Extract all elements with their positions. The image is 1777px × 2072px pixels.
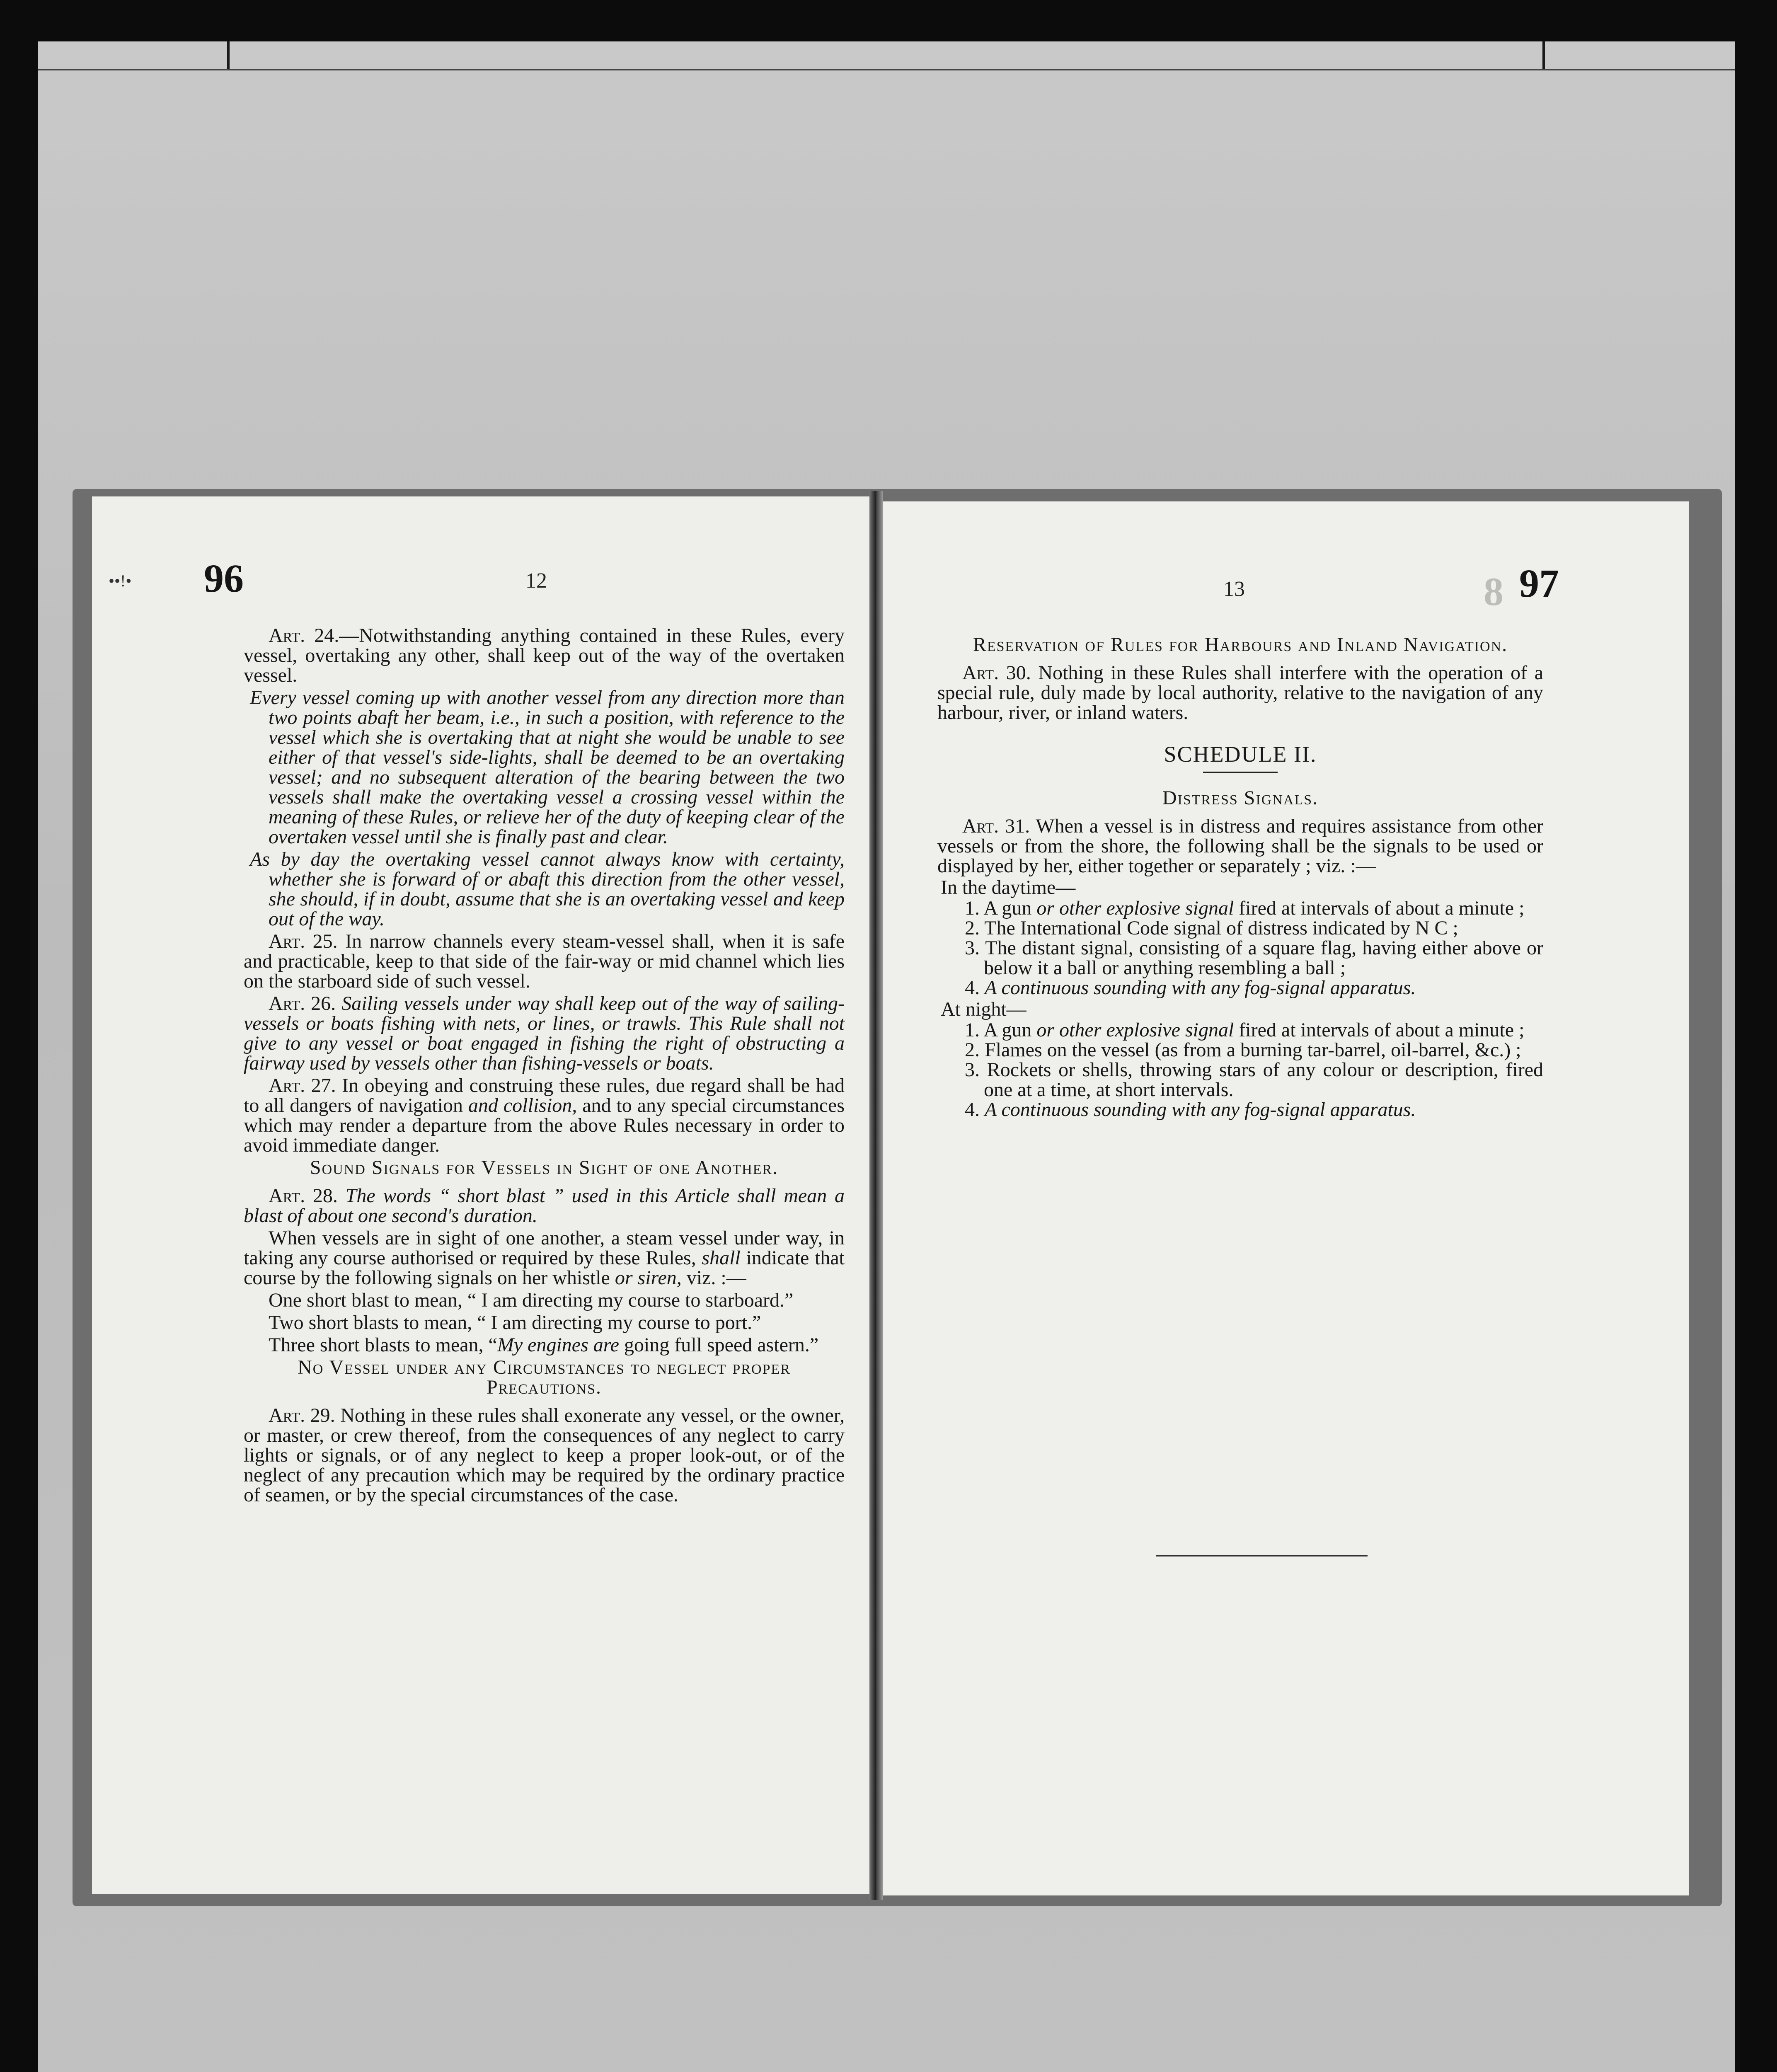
registration-line [38, 69, 1735, 70]
article-lead: Art. 30. [962, 662, 1031, 684]
item-text: The International Code signal of distress indicated by N C ; [984, 917, 1458, 939]
item-number: 3. [965, 1059, 980, 1081]
art-31 [937, 816, 1543, 876]
art-28-one-blast: One short blast to mean, “ I am directing my course to starboard.” [269, 1289, 794, 1311]
night-item [937, 1100, 1543, 1120]
article-text: When a vessel is in distress and requires assistance from other vessels or from the shore, the following shall be the signals to be used or displayed by her, either together or separately ; viz. :— [937, 815, 1543, 877]
art-28-signals [244, 1228, 845, 1288]
archive-page-number-right: 97 [1519, 561, 1559, 605]
art-28-three-blasts [244, 1335, 845, 1355]
right-page-text [937, 635, 1543, 1120]
archive-page-number-left: 96 [204, 556, 244, 600]
heading-no-vessel: No Vessel under any Circumstances to neglect proper Precautions. [298, 1356, 791, 1398]
printed-page-number-left: 12 [525, 569, 547, 593]
item-text-italic: A continuous sounding with any fog-signal apparatus. [985, 1099, 1416, 1121]
item-text: The distant signal, consisting of a square flag, having either above or below it a ball or anything resembling a ball ; [984, 937, 1543, 979]
item-number: 4. [965, 1099, 980, 1121]
daytime-item [937, 978, 1543, 998]
schedule-title: SCHEDULE II. [1164, 742, 1317, 767]
item-number: 2. [965, 917, 980, 939]
daytime-item [937, 938, 1543, 978]
article-text: When vessels are in sight of one another, a steam vessel under way, in taking any course authorised or required by these Rules, [244, 1227, 845, 1269]
registration-tick [1542, 41, 1545, 70]
art-27 [244, 1076, 845, 1155]
article-text: In narrow channels every steam-vessel shall, when it is safe and practicable, keep to that side of the fair-way or mid channel which lies on the starboard side of such vessel. [244, 930, 845, 992]
article-text-italic: shall [702, 1247, 741, 1269]
article-lead: Art. 29. [269, 1404, 335, 1426]
article-text: Sailing vessels under way shall keep out of the way of sailing-vessels or boats fishing with nets, or lines, or trawls. This Rule shall not give to any vessel or boat engaged in fishing the right of obstructing a fairway used by vessels other than fishing-vessels or boats. [244, 992, 845, 1074]
article-lead: Art. 25. [269, 930, 338, 952]
article-text: —Notwithstanding anything contained in these Rules, every vessel, overtaking any other, shall keep out of the way of the overtaken vessel. [244, 625, 845, 686]
schedule-rule [1203, 772, 1278, 773]
heading-sound-signals: Sound Signals for Vessels in Sight of one Another. [310, 1157, 779, 1179]
article-text-italic: and collision, [468, 1094, 577, 1116]
article-lead: Art. 31. [962, 815, 1030, 837]
article-text: Nothing in these Rules shall interfere with the operation of a special rule, duly made by local authority, relative to the navigation of any harbour, river, or inland waters. [937, 662, 1544, 724]
night-item [937, 1020, 1543, 1040]
article-text: and to any special circumstances which may render a departure from the above Rules necessary in order to avoid immediate danger. [244, 1094, 845, 1156]
article-text: indicate that course by the following signals on her whistle [244, 1247, 845, 1289]
item-text-italic: or other explosive signal [1036, 897, 1234, 919]
art-28 [244, 1186, 845, 1226]
article-text-italic: The words “ short blast ” used in this Article shall mean a blast of about one second's duration. [244, 1185, 845, 1227]
daytime-item [937, 918, 1543, 938]
art-25 [244, 932, 845, 991]
left-page-text [244, 626, 845, 1505]
registration-tick [227, 41, 230, 70]
end-rule [1156, 1555, 1368, 1556]
art-24-by-day: As by day the overtaking vessel cannot always know with certainty, whether she is forward of or abaft this direction from the other vessel, she should, if in doubt, assume that she is an overtaking vessel and keep out of the way. [250, 848, 845, 930]
daytime-item [937, 898, 1543, 918]
article-text: Three short blasts to mean, “ [269, 1334, 497, 1356]
night-label: At night— [941, 998, 1026, 1020]
item-text: Flames on the vessel (as from a burning tar-barrel, oil-barrel, &c.) ; [985, 1039, 1521, 1061]
night-item [937, 1040, 1543, 1060]
item-text-italic: A continuous sounding with any fog-signal apparatus. [985, 977, 1416, 999]
article-lead: Art. 24. [269, 625, 339, 646]
art-24-overtaking: Every vessel coming up with another vessel from any direction more than two points abaft her beam, i.e., in such a position, with reference to the vessel which she is overtaking that at night she would be unable to see either of that vessel's side-lights, shall be deemed to be an overtaking vessel; and no subsequent alteration of the bearing between the two vessels shall make the overtaking vessel a crossing vessel within the meaning of these Rules, or relieve her of the duty of keeping clear of the overtaken vessel until she is finally past and clear. [250, 687, 845, 848]
item-number: 2. [965, 1039, 980, 1061]
item-text: fired at intervals of about a minute ; [1239, 897, 1525, 919]
item-number: 1. [965, 897, 980, 919]
art-26 [244, 994, 845, 1073]
item-text: Rockets or shells, throwing stars of any colour or description, fired one at a time, at short intervals. [984, 1059, 1544, 1101]
margin-mark: ••!• [109, 571, 132, 590]
art-29 [244, 1406, 845, 1505]
art-30 [937, 663, 1543, 723]
daytime-label: In the daytime— [941, 876, 1076, 898]
article-text: viz. :— [686, 1267, 746, 1289]
show-through-digit: 8 [1484, 569, 1503, 614]
item-number: 4. [965, 977, 980, 999]
night-item [937, 1060, 1543, 1100]
article-text: Nothing in these rules shall exonerate any vessel, or the owner, or master, or crew thereof, from the consequences of any neglect to carry lights or signals, or of any neglect to keep a proper look-out, or of the neglect of any precaution which may be required by the ordinary practice of seamen, or by the special circumstances of the case. [244, 1404, 845, 1506]
article-text-italic: or siren, [615, 1267, 682, 1289]
book-gutter [869, 491, 883, 1900]
article-text: going full speed astern.” [624, 1334, 819, 1356]
article-lead: Art. 28. [269, 1185, 338, 1207]
art-28-two-blasts: Two short blasts to mean, “ I am directing my course to port.” [269, 1312, 761, 1334]
art-24 [244, 626, 845, 685]
item-text: fired at intervals of about a minute ; [1239, 1019, 1525, 1041]
article-text-italic: My engines are [497, 1334, 619, 1356]
article-lead: Art. 27. [269, 1075, 336, 1097]
heading-reservation: Reservation of Rules for Harbours and Inland Navigation. [973, 634, 1508, 656]
item-number: 3. [965, 937, 980, 959]
article-lead: Art. 26. [269, 992, 336, 1014]
item-text: A gun [983, 897, 1032, 919]
printed-page-number-right: 13 [1223, 577, 1245, 601]
article-text: In obeying and construing these rules, due regard shall be had to all dangers of navigation [244, 1075, 845, 1116]
heading-distress: Distress Signals. [1162, 787, 1319, 809]
item-text: A gun [983, 1019, 1032, 1041]
item-text-italic: or other explosive signal [1036, 1019, 1234, 1041]
item-number: 1. [965, 1019, 980, 1041]
